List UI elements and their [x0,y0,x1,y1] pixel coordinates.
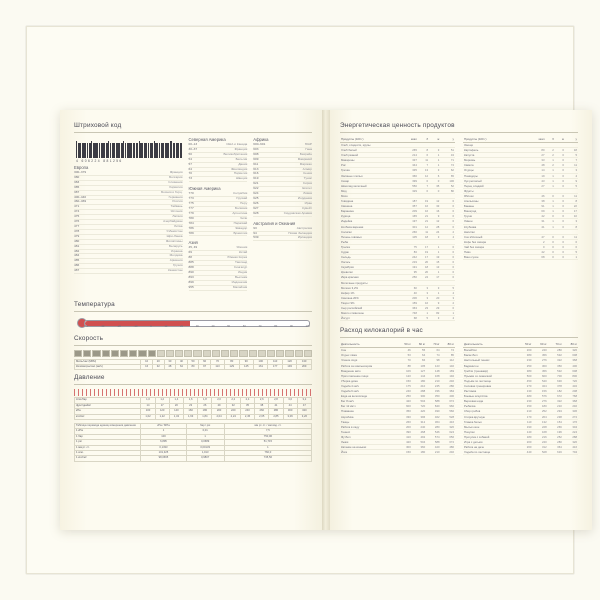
table-row: Печень говяжья 105 18 3 4 [341,234,454,239]
table-row: Мытьё окон 190 228 266 304 [464,424,577,429]
country-row: 627 Кувейт [253,205,312,210]
table-row: Хлеб белый 265 8 3 51 [341,148,454,153]
table-row: Отдых лёжа 53 64 74 85 [341,353,454,358]
table-row: Колбаса вареная 301 12 28 0 [341,224,454,229]
table-group-heading: Овощи [463,143,578,148]
temp-tick: 60 [242,325,246,329]
speed-block [148,350,156,357]
book-gutter [322,110,330,530]
speed-block [166,350,174,357]
temp-tick: -30 [100,325,105,329]
table-row: Танцы 260 312 364 416 [341,419,454,424]
divider [74,132,312,133]
table-row: Сон 46 55 64 74 [341,348,454,353]
country-row: 460–469 Россия [74,199,183,204]
table-header-row: Деятельность 50 кг 60 кг 70 кг 80 кг [341,342,454,347]
table-row: Волейбол 200 240 280 320 [464,348,577,353]
country-row: 784 Парагвай [188,220,248,225]
country-row: 609 Маврикий [253,156,312,161]
section-title-pressure: Давление [74,374,105,382]
barcode-bars [76,141,183,158]
country-row: 479 Шри-Ланка [74,233,183,238]
speed-block [221,350,229,357]
table-row: Лимон 31 1 0 3 [464,219,577,224]
table-row: Клубника 41 1 0 8 [464,224,577,229]
country-row: 400–440 Германия [74,194,183,199]
country-row: 628 Саудовская Аравия [253,210,312,215]
notebook-spread [60,110,592,530]
temp-tick: 0 [150,325,152,329]
country-row: 380 Болгария [74,174,183,179]
speed-block [203,350,211,357]
table-row: Лосось 219 20 15 0 [341,260,454,265]
table-row: Свёкла 48 2 0 11 [464,163,577,168]
table-row: Масло сливочное 748 1 82 1 [341,311,454,316]
table-row: Покупки 140 168 196 224 [464,429,577,434]
country-row: 885 Таиланд [188,260,248,265]
speed-block [129,350,137,357]
table-row: Ходьба 4 км/ч 175 210 245 280 [341,383,454,388]
table-header-row: Продукты (100 г) ккал б ж у [341,137,454,141]
country-row: 625 Иордания [253,195,312,200]
country-row: 64 Финляндия [188,166,248,171]
table-row: Сосиски 266 11 24 2 [341,229,454,234]
country-row: 487 Казахстан [74,268,183,273]
table-row: Катание на коньках 300 360 420 480 [341,445,454,450]
country-row: 613 Алжир [253,166,312,171]
group-heading: Европа [74,165,89,170]
country-row: 387 Босния и Герц. [74,189,183,194]
speed-block [175,350,183,357]
speed-block [74,350,82,357]
table-row: Уборка дома 150 180 210 240 [341,378,454,383]
table-row: Работа за компьютером 88 105 123 140 [341,363,454,368]
table-row: Силовая тренировка 270 324 378 432 [464,383,577,388]
country-row: 30–37 Франция [188,146,248,151]
country-row: 300–379 Франция [74,170,183,174]
table-row: Миль/час (МРН) 10 20 30 40 50 60 70 80 90 100 110 120 130 [75,359,312,364]
country-row: 475 Латвия [74,214,183,219]
table-row: Верховая езда 230 276 322 368 [464,399,577,404]
table-row: Сыр российский 363 23 29 0 [341,306,454,310]
pressure-conversion-table [74,423,312,462]
section-title-temperature: Температура [74,300,115,308]
table-header-row: Таблица перевода единиц измерения давления кПа / МПа бар / psi мм рт. ст. / мм вод. ст. [75,424,312,429]
table-row: Ходьба по лестнице 440 528 616 704 [464,450,577,455]
table-row: Йогурт 68 5 3 4 [341,316,454,321]
table-row: Работа в саду 200 240 280 320 [341,424,454,429]
speed-block [83,350,91,357]
speed-block [285,350,293,357]
country-row: 539 Ирландия [253,235,312,240]
barcode-column-2 [189,137,248,295]
thermometer [74,316,312,330]
table-row: Индейка 197 21 12 0 [341,219,454,224]
temp-tick: -10 [133,325,138,329]
country-row: 73 Швеция [188,176,248,181]
speed-block [102,350,110,357]
table-row: 1 кгс/см² 98,0665 0,9807 735,56 [75,456,312,461]
table-group-heading: Рыба [340,239,455,244]
table-row: Вино сухое 68 0 0 1 [464,255,577,260]
country-row: 476 Азербайджан [74,219,183,224]
temp-tick: 70 [258,325,262,329]
notebook-cover [26,26,577,574]
table-row: Аэробика 330 396 462 528 [341,414,454,419]
divider [74,311,312,312]
table-row: 1 мм рт. ст. 0,1333 0,00133 1 [75,445,312,450]
country-row: 481 Беларусь [74,243,183,248]
table-row: Гречка 335 13 3 62 [341,168,454,173]
country-group-2 [189,137,248,182]
country-row: 888 Сингапур [188,265,248,270]
table-row: Судак 83 19 1 0 [341,249,454,254]
table-row: кгс/см² 1,02 1,22 1,43 1,63 1,84 2,04 2,24 2,45 2,65 2,85 3,06 3,26 [75,414,312,419]
table-row: Апельсины 38 1 0 8 [464,199,577,204]
right-page [326,110,592,530]
speed-block [276,350,284,357]
table-row: Гребля (тренажёр) 380 456 532 608 [464,368,577,373]
country-row: 474 Эстония [74,209,183,214]
section-title-speed: Скорость [74,334,104,342]
table-header-row: Деятельность 50 кг 60 кг 70 кг 80 кг [464,342,577,347]
table-row: Прыжки со скакалкой 500 600 700 800 [464,373,577,378]
country-row: 955 Малайзия [188,284,248,289]
table-row: 1 атм. 101,325 1,013 760,0 [75,451,312,456]
table-row: Огурцы 14 1 0 3 [464,168,577,173]
table-row: Треска 75 17 1 0 [341,244,454,249]
table-row: Креветки 95 20 1 0 [341,270,454,275]
divider [340,337,578,338]
table-row: Атм./бар 1,0 1,2 1,4 1,6 1,8 2,0 2,2 2,4 2,6 2,8 3,0 3,2 [75,398,312,403]
food-table-right [463,137,578,260]
country-row: 45, 49 Япония [188,245,248,250]
country-row: 54 Бельгия [188,156,248,161]
group-rows [189,246,248,290]
country-row: 779 Аргентина [188,210,248,215]
table-row: Теннис 390 468 546 624 [341,429,454,434]
table-row: Яблоки 46 0 0 11 [464,193,577,198]
pressure-gauge-strip [74,389,312,396]
table-group-heading: Фрукты [463,188,578,193]
country-row: 626 Иран [253,200,312,205]
temp-tick: 40 [211,325,215,329]
country-row: 485 Армения [74,258,183,263]
speed-block [157,350,165,357]
table-row: Творог 9% 159 16 9 2 [341,300,454,305]
barcode-number: 4 606224 881256 [76,159,123,163]
barcode-column-3 [253,137,312,295]
table-row: 1 psi 6,895 0,0689 51,715 [75,440,312,445]
temp-tick: 10 [164,325,168,329]
country-row: 603 Гана [253,146,312,151]
country-row: 893 Вьетнам [188,274,248,279]
table-row: Лыжи 420 504 588 672 [341,439,454,444]
country-group-4 [253,137,312,217]
table-row: Рис 344 7 1 74 [341,163,454,168]
barcode-graphic [76,141,183,163]
table-row: Говядина 187 19 12 0 [341,199,454,204]
table-row: Скумбрия 191 18 13 0 [341,265,454,270]
table-row: 1 кПа 1 0,01 7,5 [75,429,312,434]
table-row: Кофе без сахара 2 0 0 0 [464,239,577,244]
group-rows [253,143,312,217]
table-row: Пиво 42 0 0 5 [464,249,577,254]
food-table-left [340,137,455,321]
table-row: Баранина 209 16 16 0 [341,209,454,214]
country-row: 786 Эквадор [188,225,248,230]
table-row: Стирка вручную 170 204 238 272 [464,414,577,419]
speed-block [111,350,119,357]
temp-tick: -20 [117,325,121,329]
speed-block [258,350,266,357]
country-row: 484 Молдова [74,253,183,258]
country-row: 88 Южная Корея [188,255,248,260]
group-rows [189,143,248,182]
group-heading: Африка [253,137,269,142]
country-row: 471 Тайвань [74,204,183,209]
country-row: 890 Индия [188,269,248,274]
table-row: Настольный теннис 230 276 322 368 [464,358,577,363]
country-row: 608 Бахрейн [253,151,312,156]
table-header-row: Продукты (100 г) ккал б ж у [464,137,577,141]
section-title-barcode: Штриховой код [74,122,122,129]
group-rows [189,192,248,236]
table-row: Помидоры 19 1 0 4 [464,173,577,178]
country-row: 600–601 ЮАР [253,142,312,146]
temp-tick: 30 [195,325,199,329]
country-row: 899 Индонезия [188,279,248,284]
country-row: 622 Египет [253,186,312,191]
group-heading: Азия [188,240,198,246]
group-heading: Южная Америка [188,186,221,192]
kcal-table-right [463,342,578,455]
country-row: 478 Узбекистан [74,228,183,233]
divider [340,132,578,133]
table-row: Сметана 20% 206 3 20 3 [341,295,454,300]
country-row: 480 Филиппины [74,238,183,243]
table-row: Глажка белья 110 132 154 176 [464,419,577,424]
table-row: Подъём по лестнице 450 540 630 720 [464,378,577,383]
speed-block [230,350,238,357]
speed-block [249,350,257,357]
table-row: Езда на велосипеде 250 300 350 400 [341,394,454,399]
table-row: Молоко 3,2% 60 3 3 5 [341,285,454,290]
speed-table [74,359,312,371]
section-title-food-energy: Энергетическая ценность продуктов [340,122,455,129]
table-row: Груши 42 0 0 10 [464,214,577,219]
country-row: 777 Боливия [188,205,248,210]
country-row: 69 Китай [188,250,248,255]
table-row: Прогулка с собакой 180 216 252 288 [464,434,577,439]
country-row: 70 Норвегия [188,171,248,176]
table-row: Сбор грибов 210 252 294 336 [464,409,577,414]
speed-block [212,350,220,357]
table-row: Виноград 69 1 0 17 [464,209,577,214]
barcode-column [74,137,183,295]
country-row: 780 Чили [188,215,248,220]
table-row: Овсяные хлопья 366 12 6 65 [341,173,454,178]
table-row: Вождение авто 106 127 148 169 [341,368,454,373]
table-row: Йога 150 180 210 240 [341,450,454,455]
temp-tick: 20 [180,325,184,329]
table-row: Макароны 337 11 1 71 [341,158,454,163]
country-row: 482 Украина [74,248,183,253]
table-row: Шоколад молочный 550 7 35 52 [341,183,454,188]
temp-tick: 90 [289,325,293,329]
speed-block [92,350,100,357]
table-row: кПа 100 120 140 160 180 200 220 240 260 280 300 320 [75,409,312,414]
table-row: Морковь 33 1 0 7 [464,158,577,163]
table-row: Сахар 399 0 0 100 [341,178,454,183]
table-row: Чтение сидя 70 84 98 112 [341,358,454,363]
table-row: Бег 8 км/ч 420 504 588 672 [341,399,454,404]
table-row: Икра красная 250 24 17 0 [341,275,454,280]
table-row: Плавание 350 420 490 560 [341,409,454,414]
table-row: Растяжка 130 156 182 208 [464,389,577,394]
table-group-heading: Мясо [340,193,455,198]
pressure-table [74,397,312,420]
table-row: Курица 165 21 9 0 [341,214,454,219]
country-row: 616 Кения [253,171,312,176]
left-page [60,110,326,530]
table-row: Ходьба 6 км/ч 240 288 336 384 [341,389,454,394]
speed-block [184,350,192,357]
table-row: Лук репчатый 43 1 0 9 [464,178,577,183]
country-row: 486 Грузия [74,263,183,268]
temp-tick: -40 [84,325,88,329]
speed-block [295,350,303,357]
group-rows [253,227,312,242]
table-row: фунт/дюйм² 14 17 20 23 26 29 32 35 38 41 44 47 [75,403,312,408]
group-heading: Северная Америка [188,137,226,142]
table-row: Километры/час (км/ч) 16 32 48 64 80 97 113 129 145 161 177 193 209 [75,364,312,369]
kcal-table-left [340,342,455,455]
temp-tick: 100 [305,325,310,329]
temp-tick: 80 [274,325,278,329]
country-row: 94 Новая Зеландия [253,230,312,235]
country-row: 477 Литва [74,223,183,228]
table-row: Приготовление пищи 120 144 168 192 [341,373,454,378]
table-row: Капуста 27 2 0 5 [464,153,577,158]
speed-block [267,350,275,357]
country-group-1 [189,186,248,236]
speed-block [138,350,146,357]
country-group-0 [74,165,183,274]
table-row: Бег 12 км/ч 600 720 840 960 [341,404,454,409]
country-group-5 [253,221,312,242]
country-group-3 [189,240,248,290]
table-group-heading: Хлеб, сладости, крупы [340,143,455,148]
section-title-kcal: Расход килокалорий в час [340,327,423,335]
country-row: 773 Уругвай [188,196,248,201]
country-row: 00–13 США и Канада [188,142,248,146]
country-row: 619 Тунис [253,176,312,181]
country-row: 50 Великобритания [188,151,248,156]
table-row: Чай без сахара 0 0 0 0 [464,244,577,249]
speed-block [193,350,201,357]
country-row: 57 Дания [188,161,248,166]
table-row: Картофель 80 2 0 18 [464,148,577,153]
table-row: Перец сладкий 27 1 0 5 [464,183,577,188]
table-row: Боевые искусства 480 576 672 768 [464,394,577,399]
country-row: 385 Хорватия [74,184,183,189]
table-row: Работа на даче 260 312 364 416 [464,445,577,450]
table-row: Кефир 1% 40 3 1 4 [341,290,454,295]
country-row: 775 Перу [188,201,248,206]
speed-block [239,350,247,357]
table-row: Баскетбол 380 456 532 608 [464,353,577,358]
table-row: Свинина 357 16 33 0 [341,204,454,209]
divider [74,384,312,385]
country-row: 383 Словения [74,179,183,184]
speed-block [304,350,312,357]
table-row: Сельдь 242 17 19 0 [341,255,454,260]
table-row: Бананы 91 1 0 22 [464,204,577,209]
table-row: Футбол 410 492 574 656 [341,434,454,439]
country-row: 93 Австралия [253,225,312,230]
country-row: 770 Колумбия [188,191,248,196]
speed-blocks [74,350,312,357]
table-row: Рыбалка 150 180 210 240 [464,404,577,409]
divider [74,345,312,346]
speed-block [120,350,128,357]
country-row: 789 Бразилия [188,230,248,235]
table-row: Сок яблочный 47 0 0 11 [464,234,577,239]
table-group-heading: Молочные продукты [340,280,455,285]
table-row: 1 бар 100 1 750,06 [75,434,312,439]
table-row: Игра с детьми 200 240 280 320 [464,439,577,444]
table-row: Бадминтон 250 300 350 400 [464,363,577,368]
country-row: 624 Ливия [253,191,312,196]
table-row: Мёд 329 0 0 80 [341,188,454,193]
temp-tick: 50 [227,325,231,329]
thermometer-scale [84,325,310,329]
table-group-heading: Напитки [463,229,578,234]
group-rows [74,171,183,274]
country-row: 611 Марокко [253,161,312,166]
group-heading: Австралия и Океания [253,220,296,226]
country-row: 621 Сирия [253,181,312,186]
table-row: Хлеб ржаной 214 6 1 43 [341,153,454,158]
